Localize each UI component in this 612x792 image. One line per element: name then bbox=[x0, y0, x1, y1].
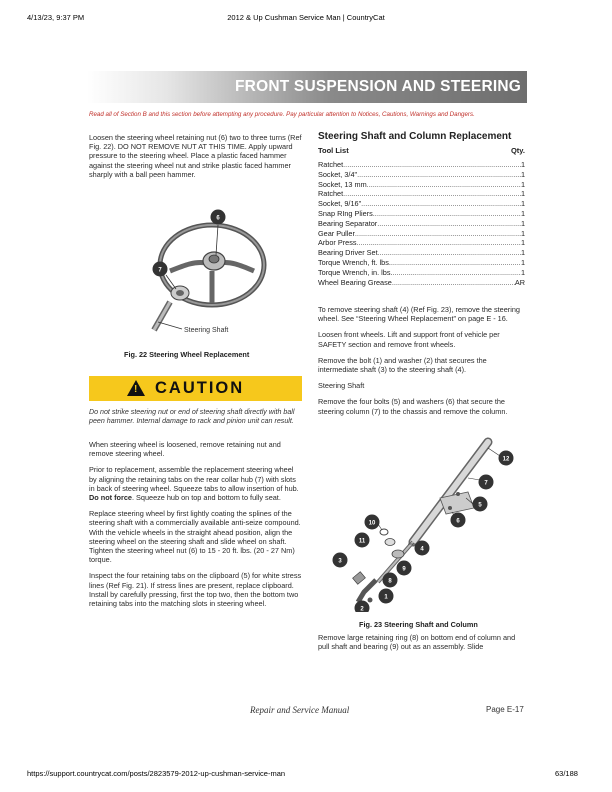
callout-number: 11 bbox=[358, 538, 366, 545]
dot-leader bbox=[367, 180, 521, 190]
dot-leader bbox=[343, 160, 521, 170]
left-paragraph-4: Inspect the four retaining tabs on the clipboard (5) for white stress lines (Ref Fig. 21). If stress lines are present, replace clipboard. Install by carefully pressing, first the top two, then the bottom two retaining tabs into the matching slots in steering wheel. bbox=[89, 571, 302, 609]
tool-row bbox=[318, 160, 525, 170]
fig23-caption: Fig. 23 Steering Shaft and Column bbox=[359, 620, 478, 629]
right-paragraph-6: Remove large retaining ring (8) on bottom end of column and pull shaft and bearing (9) out as an assembly. Slide bbox=[318, 633, 516, 652]
tool-name: Wheel Bearing Grease bbox=[318, 277, 392, 287]
fig22-caption: Fig. 22 Steering Wheel Replacement bbox=[124, 350, 250, 359]
tool-row bbox=[318, 238, 525, 248]
print-page-title: 2012 & Up Cushman Service Man | CountryCat bbox=[227, 13, 385, 22]
tool-qty: 1 bbox=[520, 160, 525, 169]
callout-number: 1 bbox=[384, 594, 388, 601]
tool-row bbox=[318, 229, 525, 239]
callout-number: 6 bbox=[456, 518, 460, 525]
tool-name: Ratchet bbox=[318, 160, 344, 169]
dot-leader bbox=[357, 170, 521, 180]
print-page-count: 63/188 bbox=[555, 769, 578, 778]
tool-qty: 1 bbox=[520, 228, 525, 238]
dot-leader bbox=[343, 189, 521, 199]
dot-leader bbox=[393, 268, 521, 278]
tool-name: Bearing Driver Set bbox=[318, 248, 378, 258]
section-title: FRONT SUSPENSION AND STEERING bbox=[235, 78, 521, 95]
print-datetime: 4/13/23, 9:37 PM bbox=[27, 13, 85, 22]
callout-number: 8 bbox=[388, 578, 392, 585]
tool-name: Bearing Separator bbox=[318, 218, 378, 228]
right-tail bbox=[318, 633, 528, 658]
dot-leader bbox=[377, 219, 521, 229]
safety-notice: Read all of Section B and this section before attempting any procedure. Pay particular attention to Notices, Cautions, Warnings and Dangers. bbox=[89, 111, 475, 118]
tool-row bbox=[318, 199, 525, 209]
steering-wheel-figure bbox=[140, 205, 290, 340]
manual-name: Repair and Service Manual bbox=[250, 705, 350, 715]
callout-number: 7 bbox=[484, 480, 488, 487]
dot-leader bbox=[357, 238, 521, 248]
tool-row bbox=[318, 258, 525, 268]
tool-name: Arbor Press bbox=[318, 238, 357, 248]
right-body bbox=[318, 305, 528, 423]
right-section-title: Steering Shaft and Column Replacement bbox=[318, 131, 512, 142]
left-paragraph-1: When steering wheel is loosened, remove retaining nut and remove steering wheel. bbox=[89, 440, 281, 459]
callout-6-text: 6 bbox=[216, 215, 220, 222]
tool-row bbox=[318, 180, 525, 190]
left-paragraph-2: Prior to replacement, assemble the replacement steering wheel by aligning the retaining tabs on the rear collar hub (7) with slots in back of steering wheel. Squeeze tabs to allow insertion of hub. Do not force. Squeeze hub on top and bottom to fully seat. bbox=[89, 465, 299, 503]
steering-column-figure bbox=[318, 432, 528, 612]
print-url[interactable]: https://support.countrycat.com/posts/2823579-2012-up-cushman-service-man bbox=[27, 769, 286, 778]
tool-qty: AR bbox=[514, 277, 525, 287]
tool-list-header bbox=[318, 146, 525, 155]
left-intro bbox=[89, 133, 302, 186]
callout-number: 2 bbox=[360, 606, 364, 612]
callout-7-text: 7 bbox=[158, 267, 162, 274]
callout-number: 12 bbox=[502, 456, 510, 463]
tool-qty: 1 bbox=[520, 238, 525, 248]
steering-shaft-label: Steering Shaft bbox=[184, 327, 229, 334]
dot-leader bbox=[392, 278, 515, 288]
callout-number: 10 bbox=[368, 520, 376, 527]
intro-paragraph: Loosen the steering wheel retaining nut (6) two to three turns (Ref Fig. 22). DO NOT REMOVE NUT AT THIS TIME. Apply upward pressure to the steering wheel. Place a plastic faced hammer against the steering wheel nut and strike plastic faced hammer sharply with a ball peen hammer. bbox=[89, 133, 302, 179]
right-paragraph-5: Remove the four bolts (5) and washers (6) that secure the steering column (7) to the chassis and remove the column. bbox=[318, 397, 508, 416]
left-body bbox=[89, 440, 302, 615]
callout-number: 4 bbox=[420, 546, 424, 553]
tool-name: Torque Wrench, ft. lbs. bbox=[318, 257, 391, 267]
right-paragraph-3: Remove the bolt (1) and washer (2) that secures the intermediate shaft (3) to the steering shaft (4). bbox=[318, 355, 487, 375]
tool-row bbox=[318, 170, 525, 180]
tool-row bbox=[318, 268, 525, 278]
tool-list bbox=[318, 160, 525, 287]
dot-leader bbox=[361, 199, 521, 209]
dot-leader bbox=[373, 209, 521, 219]
tool-name: Ratchet bbox=[318, 189, 344, 199]
right-paragraph-1: To remove steering shaft (4) (Ref Fig. 23), remove the steering wheel. See “Steering Wheel Replacement” on page E - 16. bbox=[318, 305, 520, 324]
section-banner bbox=[87, 71, 527, 103]
tool-qty: 1 bbox=[520, 169, 525, 179]
right-paragraph-2: Loosen front wheels. Lift and support front of vehicle per SAFETY section and remove front wheels. bbox=[318, 330, 500, 349]
caution-text: Do not strike steering nut or end of steering shaft directly with ball peen hammer. Internal damage to rack and pinion unit can result. bbox=[89, 408, 295, 425]
dot-leader bbox=[378, 248, 521, 258]
tool-row bbox=[318, 248, 525, 258]
tool-name: Gear Puller bbox=[318, 228, 355, 238]
tool-name: Socket, 3/4" bbox=[318, 169, 358, 179]
tool-name: Socket, 9/16" bbox=[318, 199, 362, 209]
tool-name: Socket, 13 mm bbox=[318, 179, 367, 189]
tool-qty: 1 bbox=[520, 179, 525, 189]
tool-qty: 1 bbox=[520, 257, 525, 267]
dot-leader bbox=[391, 258, 521, 268]
tool-qty: 1 bbox=[520, 189, 525, 199]
callout-number: 9 bbox=[402, 566, 406, 573]
tool-row bbox=[318, 278, 525, 288]
tool-qty: 1 bbox=[520, 267, 525, 277]
left-paragraph-3: Replace steering wheel by first lightly coating the splines of the steering shaft with a commercially available anti-seize compound. With the vehicle wheels in the straight ahead position, align the steering wheel on the steering shaft and slide wheel on shaft. Tighten the steering wheel nut (6) to 15 - 20 ft. lbs. (20 - 27 Nm) torque. bbox=[89, 509, 301, 565]
callout-number: 3 bbox=[338, 558, 342, 565]
tool-qty: 1 bbox=[520, 218, 525, 228]
tool-qty: 1 bbox=[520, 199, 525, 209]
right-paragraph-4: Steering Shaft bbox=[318, 381, 365, 391]
callout-number: 5 bbox=[478, 502, 482, 509]
tool-row bbox=[318, 219, 525, 229]
tool-name: Torque Wrench, in. lbs. bbox=[318, 267, 393, 277]
tool-row bbox=[318, 189, 525, 199]
caution-banner: ! CAUTION bbox=[89, 376, 302, 401]
page-number: Page E-17 bbox=[486, 705, 524, 714]
qty-label: Qty. bbox=[510, 146, 525, 155]
tool-name: Snap RIng Pliers bbox=[318, 208, 373, 218]
tool-qty: 1 bbox=[520, 248, 525, 258]
tool-list-label: Tool List bbox=[318, 146, 349, 155]
dot-leader bbox=[355, 229, 521, 239]
tool-qty: 1 bbox=[520, 208, 525, 218]
caution-label: CAUTION bbox=[155, 379, 245, 397]
tool-row bbox=[318, 209, 525, 219]
